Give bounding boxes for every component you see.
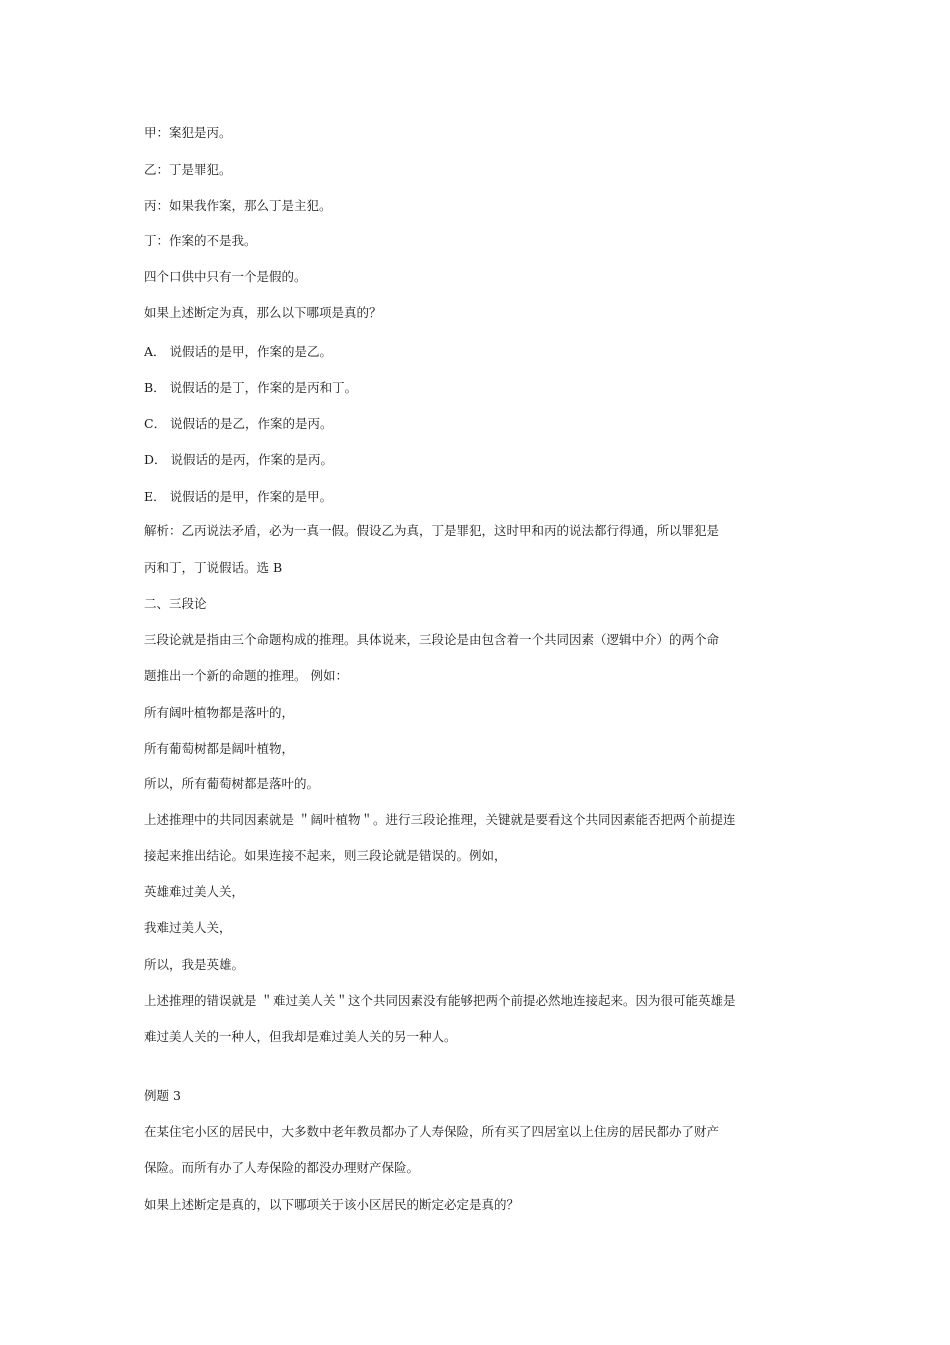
text-line: 所有葡萄树都是阔叶植物， [144,741,295,756]
text-line: 英雄难过美人关， [144,884,245,899]
option-c: C． 说假话的是乙，作案的是丙。 [144,416,333,431]
text-line: 丙：如果我作案，那么丁是主犯。 [144,198,332,213]
text-line: 我难过美人关， [144,920,232,935]
paragraph-line: 上述推理中的共同因素就是 ＂阔叶植物＂。进行三段论推理，关键就是要看这个共同因素能否把两个前提连 [144,812,736,827]
option-e: E． 说假话的是甲，作案的是甲。 [144,489,333,504]
paragraph-line: 上述推理的错误就是 ＂难过美人关＂这个共同因素没有能够把两个前提必然地连接起来。因为很可能英雄是 [144,993,736,1008]
analysis-text: 解析：乙丙说法矛盾，必为一真一假。假设乙为真，丁是罪犯，这时甲和丙的说法都行得通，所以罪犯是 [144,523,720,538]
text-line: 所有阔叶植物都是落叶的， [144,705,295,720]
text-line: 甲：案犯是丙。 [144,125,232,140]
text-line: 所以，我是英雄。 [144,957,245,972]
text-line: 丁：作案的不是我。 [144,233,257,248]
paragraph-line: 接起来推出结论。如果连接不起来，则三段论就是错误的。例如， [144,848,507,863]
paragraph-line: 在某住宅小区的居民中，大多数中老年教员都办了人寿保险，所有买了四居室以上住房的居民都办了财产 [144,1124,720,1139]
analysis-text: 丙和丁，丁说假话。选 B [144,560,283,575]
option-b: B． 说假话的是丁，作案的是丙和丁。 [144,380,358,395]
text-line: 乙：丁是罪犯。 [144,162,232,177]
text-line: 如果上述断定为真，那么以下哪项是真的？ [144,305,382,320]
paragraph-line: 三段论就是指由三个命题构成的推理。具体说来，三段论是由包含着一个共同因素（逻辑中介）的两个命 [144,632,720,647]
section-heading: 二、三段论 [144,596,207,611]
option-d: D． 说假话的是丙，作案的是丙。 [144,452,333,467]
text-line: 四个口供中只有一个是假的。 [144,269,307,284]
option-a: A． 说假话的是甲，作案的是乙。 [144,344,333,359]
paragraph-line: 题推出一个新的命题的推理。 例如： [144,668,348,683]
paragraph-line: 保险。而所有办了人寿保险的都没办理财产保险。 [144,1160,420,1175]
paragraph-line: 难过美人关的一种人，但我却是难过美人关的另一种人。 [144,1029,457,1044]
question-line: 如果上述断定是真的，以下哪项关于该小区居民的断定必定是真的？ [144,1197,520,1212]
text-line: 所以，所有葡萄树都是落叶的。 [144,776,320,791]
example-heading: 例题 3 [144,1088,181,1103]
